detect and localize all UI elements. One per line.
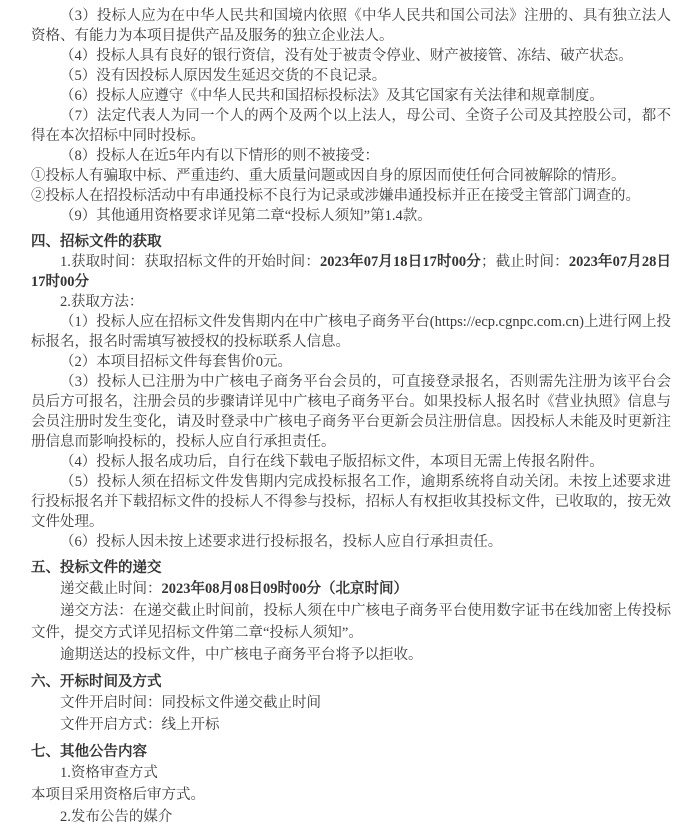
section-document-acquisition bbox=[31, 232, 671, 552]
acquisition-method-heading: 2.获取方法： bbox=[60, 294, 144, 310]
section-submission-heading: 五、投标文件的递交 bbox=[31, 560, 162, 576]
submission-method: 递交方法：在递交截止时间前，投标人须在中广核电子商务平台使用数字证书在线加密上传投标文件，提交方式详见招标文件第二章“投标人须知”。 bbox=[31, 603, 671, 641]
submission-deadline-line bbox=[31, 578, 671, 600]
clause-5: （5）没有因投标人原因发生延迟交货的不良记录。 bbox=[60, 68, 387, 84]
clause-4: （4）投标人具有良好的银行资信，没有处于被责令停业、财产被接管、冻结、破产状态。 bbox=[60, 48, 633, 64]
clause-8: （8）投标人在近5年内有以下情形的则不被接受： bbox=[60, 148, 379, 164]
section-other-content bbox=[31, 742, 671, 828]
submission-deadline-value: 2023年08月08日09时00分（北京时间） bbox=[161, 581, 408, 597]
qualification-review-value: 本项目采用资格后审方式。 bbox=[31, 787, 205, 803]
clause-7: （7）法定代表人为同一个人的两个及两个以上法人，母公司、全资子公司及其控股公司，都不得在本次招标中同时投标。 bbox=[31, 108, 671, 144]
acquisition-method-5: （5）投标人须在招标文件发售期内完成投标报名工作，逾期系统将自动关闭。未按上述要求进行投标报名并下载招标文件的投标人不得参与投标，招标人有权拒收其投标文件，已收取的，按无效文件处理。 bbox=[31, 474, 671, 530]
acquisition-method-4: （4）投标人报名成功后，自行在线下载电子版招标文件，本项目无需上传报名附件。 bbox=[60, 454, 604, 470]
clause-3: （3）投标人应为在中华人民共和国境内依照《中华人民共和国公司法》注册的、具有独立法人资格、有能力为本项目提供产品及服务的独立企业法人。 bbox=[31, 8, 671, 44]
acquisition-method-1: （1）投标人应在招标文件发售期内在中广核电子商务平台(https://ecp.cgnpc.com.cn)上进行网上投标报名，报名时需填写被授权的投标联系人信息。 bbox=[31, 314, 671, 350]
section-bid-submission bbox=[31, 558, 671, 666]
clause-8-item-2: ②投标人在招投标活动中有串通投标不良行为记录或涉嫌串通投标并正在接受主管部门调查的。 bbox=[31, 188, 640, 204]
acquisition-time-separator: ；截止时间： bbox=[480, 254, 569, 270]
section-bid-opening bbox=[31, 672, 671, 736]
acquisition-time-line bbox=[31, 252, 671, 292]
clause-8-item-1: ①投标人有骗取中标、严重违约、重大质量问题或因自身的原因而使任何合同被解除的情形。 bbox=[31, 168, 626, 184]
acquisition-time-prefix: 1.获取时间：获取招标文件的开始时间： bbox=[60, 254, 320, 270]
section-opening-heading: 六、开标时间及方式 bbox=[31, 674, 162, 690]
announcement-media-label: 2.发布公告的媒介 bbox=[60, 809, 173, 825]
acquisition-end-time: 2023年07月28日17时00分 bbox=[31, 254, 672, 290]
acquisition-method-2: （2）本项目招标文件每套售价0元。 bbox=[60, 354, 292, 370]
clause-9: （9）其他通用资格要求详见第二章“投标人须知”第1.4款。 bbox=[60, 208, 432, 224]
qualification-clauses-section bbox=[31, 6, 671, 226]
qualification-review-label: 1.资格审查方式 bbox=[60, 765, 158, 781]
opening-method-line: 文件开启方式：线上开标 bbox=[60, 717, 220, 733]
submission-deadline-label: 递交截止时间： bbox=[60, 581, 162, 597]
acquisition-method-6: （6）投标人因未按上述要求进行投标报名，投标人应自行承担责任。 bbox=[60, 534, 503, 550]
clause-6: （6）投标人应遵守《中华人民共和国招标投标法》及其它国家有关法律和规章制度。 bbox=[60, 88, 604, 104]
submission-late-policy: 逾期送达的投标文件，中广核电子商务平台将予以拒收。 bbox=[60, 647, 423, 663]
acquisition-start-time: 2023年07月18日17时00分 bbox=[319, 254, 481, 270]
acquisition-method-3: （3）投标人已注册为中广核电子商务平台会员的，可直接登录报名，否则需先注册为该平台会员后方可报名，注册会员的步骤请详见中广核电子商务平台。如果投标人报名时《营业执照》信息与会员注册时发生变化，请及时登录中广核电子商务平台更新会员注册信息。因投标人未能及时更新注册信息而影响投标的，投标人应自行承担责任。 bbox=[31, 374, 671, 450]
section-acquisition-heading: 四、招标文件的获取 bbox=[31, 234, 162, 250]
opening-time-line: 文件开启时间：同投标文件递交截止时间 bbox=[60, 695, 321, 711]
section-other-heading: 七、其他公告内容 bbox=[31, 744, 147, 760]
